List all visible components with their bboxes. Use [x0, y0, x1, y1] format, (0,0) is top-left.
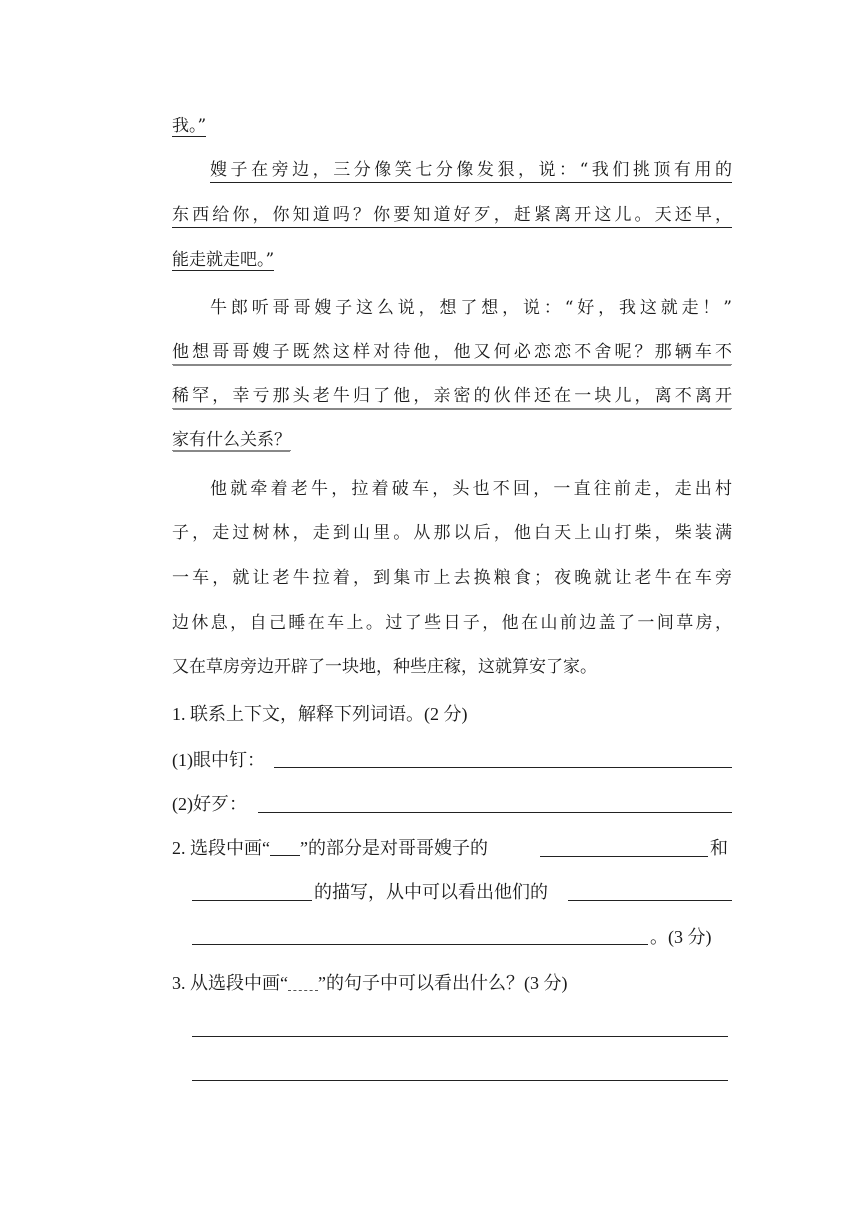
answer-line[interactable] [274, 767, 732, 768]
passage-line: 他就牵着老牛，拉着破车，头也不回，一直往前走，走出村 [210, 479, 732, 499]
question-text: 3. 从选段中画“ [172, 973, 288, 993]
passage-line: 又在草房旁边开辟了一块地，种些庄稼，这就算安了家。 [172, 657, 597, 677]
answer-line[interactable] [192, 1036, 728, 1037]
question-3 [172, 971, 732, 995]
answer-line[interactable] [540, 856, 708, 857]
question-text: ”的部分是对哥哥嫂子的 [300, 838, 488, 858]
underlined-text: 能走就走吧。” [172, 250, 275, 270]
passage-line [172, 114, 732, 138]
underlined-text: 我。” [172, 116, 207, 136]
question-1-item-1 [172, 748, 732, 772]
answer-line[interactable] [568, 900, 732, 901]
passage-line: 他想哥哥嫂子既然这样对待他，他又何必恋恋不舍呢？那辆车不 [172, 340, 732, 365]
question-text: ”的句子中可以看出什么？(3 分) [318, 973, 568, 993]
question-text: 。(3 分) [650, 927, 712, 947]
passage-line: 嫂子在旁边，三分像笑七分像发狠，说：“我们挑顶有用的 [210, 158, 732, 183]
item-label: (2)好歹： [172, 794, 247, 814]
question-text: 的描写，从中可以看出他们的 [314, 882, 548, 902]
answer-line[interactable] [192, 1080, 728, 1081]
underline-sample [270, 839, 300, 856]
passage-line [172, 248, 732, 272]
underlined-text: 家有什么关系？ [172, 430, 291, 450]
item-label: (1)眼中钉： [172, 750, 265, 770]
answer-line[interactable] [258, 812, 732, 813]
answer-line[interactable] [192, 944, 648, 945]
passage-line: 牛郎听哥哥嫂子这么说，想了想，说：“好，我这就走！” [210, 298, 732, 318]
answer-line[interactable] [192, 900, 312, 901]
question-1: 1. 联系上下文，解释下列词语。(2 分) [172, 704, 468, 724]
passage-line [172, 428, 732, 452]
passage-line: 稀罕，幸亏那头老牛归了他，亲密的伙伴还在一块儿，离不离开 [172, 384, 732, 409]
passage-line: 子，走过树林，走到山里。从那以后，他白天上山打柴，柴装满 [172, 523, 732, 543]
passage-line: 东西给你，你知道吗？你要知道好歹，赶紧离开这儿。天还早， [172, 203, 732, 228]
passage-line: 边休息，自己睡在车上。过了些日子，他在山前边盖了一间草房， [172, 613, 732, 633]
underline-sample [288, 974, 318, 991]
question-text: 2. 选段中画“ [172, 838, 270, 858]
question-text: 和 [710, 838, 728, 858]
passage-line: 一车，就让老牛拉着，到集市上去换粮食；夜晚就让老牛在车旁 [172, 568, 732, 588]
